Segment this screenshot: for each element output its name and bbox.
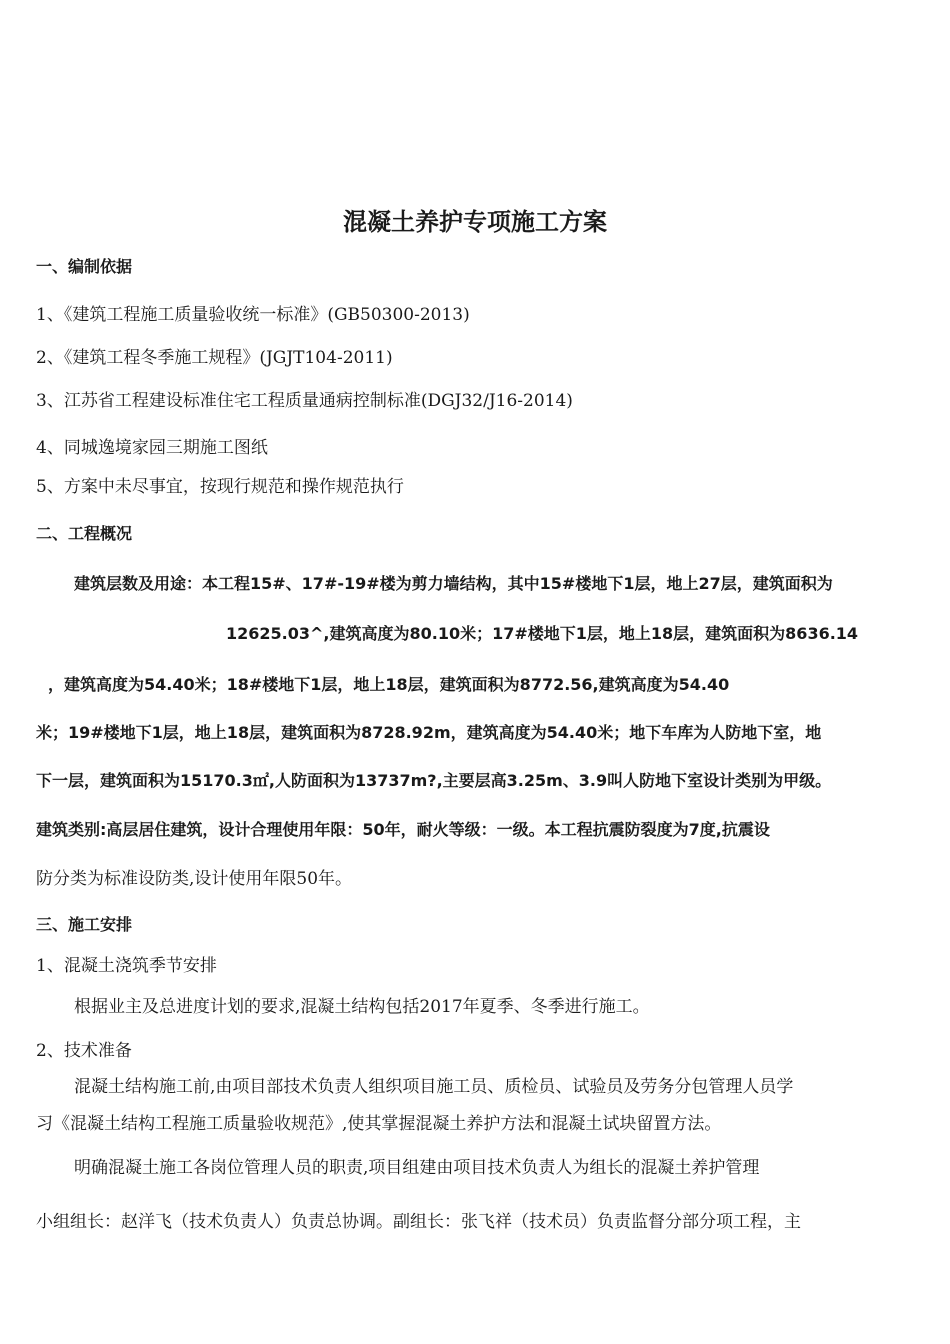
- overview-line-5: 下一层，建筑面积为15170.3㎡,人防面积为13737m?,主要层高3.25m、3.9叫人防地下室设计类别为甲级。: [36, 771, 832, 790]
- arrangement-subheading-2: 2、技术准备: [36, 1041, 132, 1061]
- overview-line-1: 建筑层数及用途：本工程15#、17#-19#楼为剪力墙结构，其中15#楼地下1层，地上27层，建筑面积为: [74, 574, 833, 593]
- overview-line-2: 12625.03^,建筑高度为80.10米；17#楼地下1层，地上18层，建筑面积为8636.14: [226, 624, 859, 643]
- overview-line-4: 米；19#楼地下1层，地上18层，建筑面积为8728.92m，建筑高度为54.40米；地下车库为人防地下室，地: [36, 723, 822, 742]
- overview-line-6: 建筑类别:高层居住建筑，设计合理使用年限：50年，耐火等级：一级。本工程抗震防裂度为7度,抗震设: [36, 820, 770, 839]
- overview-line-7: 防分类为标准设防类,设计使用年限50年。: [36, 869, 353, 889]
- section-heading-arrangement: 三、施工安排: [36, 915, 133, 934]
- arrangement-subheading-1: 1、混凝土浇筑季节安排: [36, 956, 217, 976]
- arrangement-text-2c: 明确混凝土施工各岗位管理人员的职责,项目组建由项目技术负责人为组长的混凝土养护管理: [74, 1158, 760, 1178]
- arrangement-text-2d: 小组组长：赵洋飞（技术负责人）负责总协调。副组长：张飞祥（技术员）负责监督分部分项工程，主: [36, 1212, 801, 1232]
- section-heading-basis: 一、编制依据: [36, 257, 133, 276]
- arrangement-text-2b: 习《混凝土结构工程施工质量验收规范》,使其掌握混凝土养护方法和混凝土试块留置方法。: [36, 1114, 722, 1134]
- arrangement-text-1: 根据业主及总进度计划的要求,混凝土结构包括2017年夏季、冬季进行施工。: [74, 997, 650, 1017]
- basis-item-1: 1、《建筑工程施工质量验收统一标准》(GB50300-2013): [36, 305, 470, 325]
- basis-item-2: 2、《建筑工程冬季施工规程》(JGJT104-2011): [36, 348, 393, 368]
- overview-line-3: ，建筑高度为54.40米；18#楼地下1层，地上18层，建筑面积为8772.56,建筑高度为54.40: [48, 675, 730, 694]
- basis-item-4: 4、同城逸境家园三期施工图纸: [36, 438, 268, 458]
- basis-item-3: 3、江苏省工程建设标准住宅工程质量通病控制标准(DGJ32/J16-2014): [36, 391, 573, 411]
- section-heading-overview: 二、工程概况: [36, 524, 133, 543]
- arrangement-text-2a: 混凝土结构施工前,由项目部技术负责人组织项目施工员、质检员、试验员及劳务分包管理人员学: [74, 1077, 794, 1097]
- document-title: 混凝土养护专项施工方案: [343, 208, 607, 236]
- basis-item-5: 5、方案中未尽事宜，按现行规范和操作规范执行: [36, 477, 404, 497]
